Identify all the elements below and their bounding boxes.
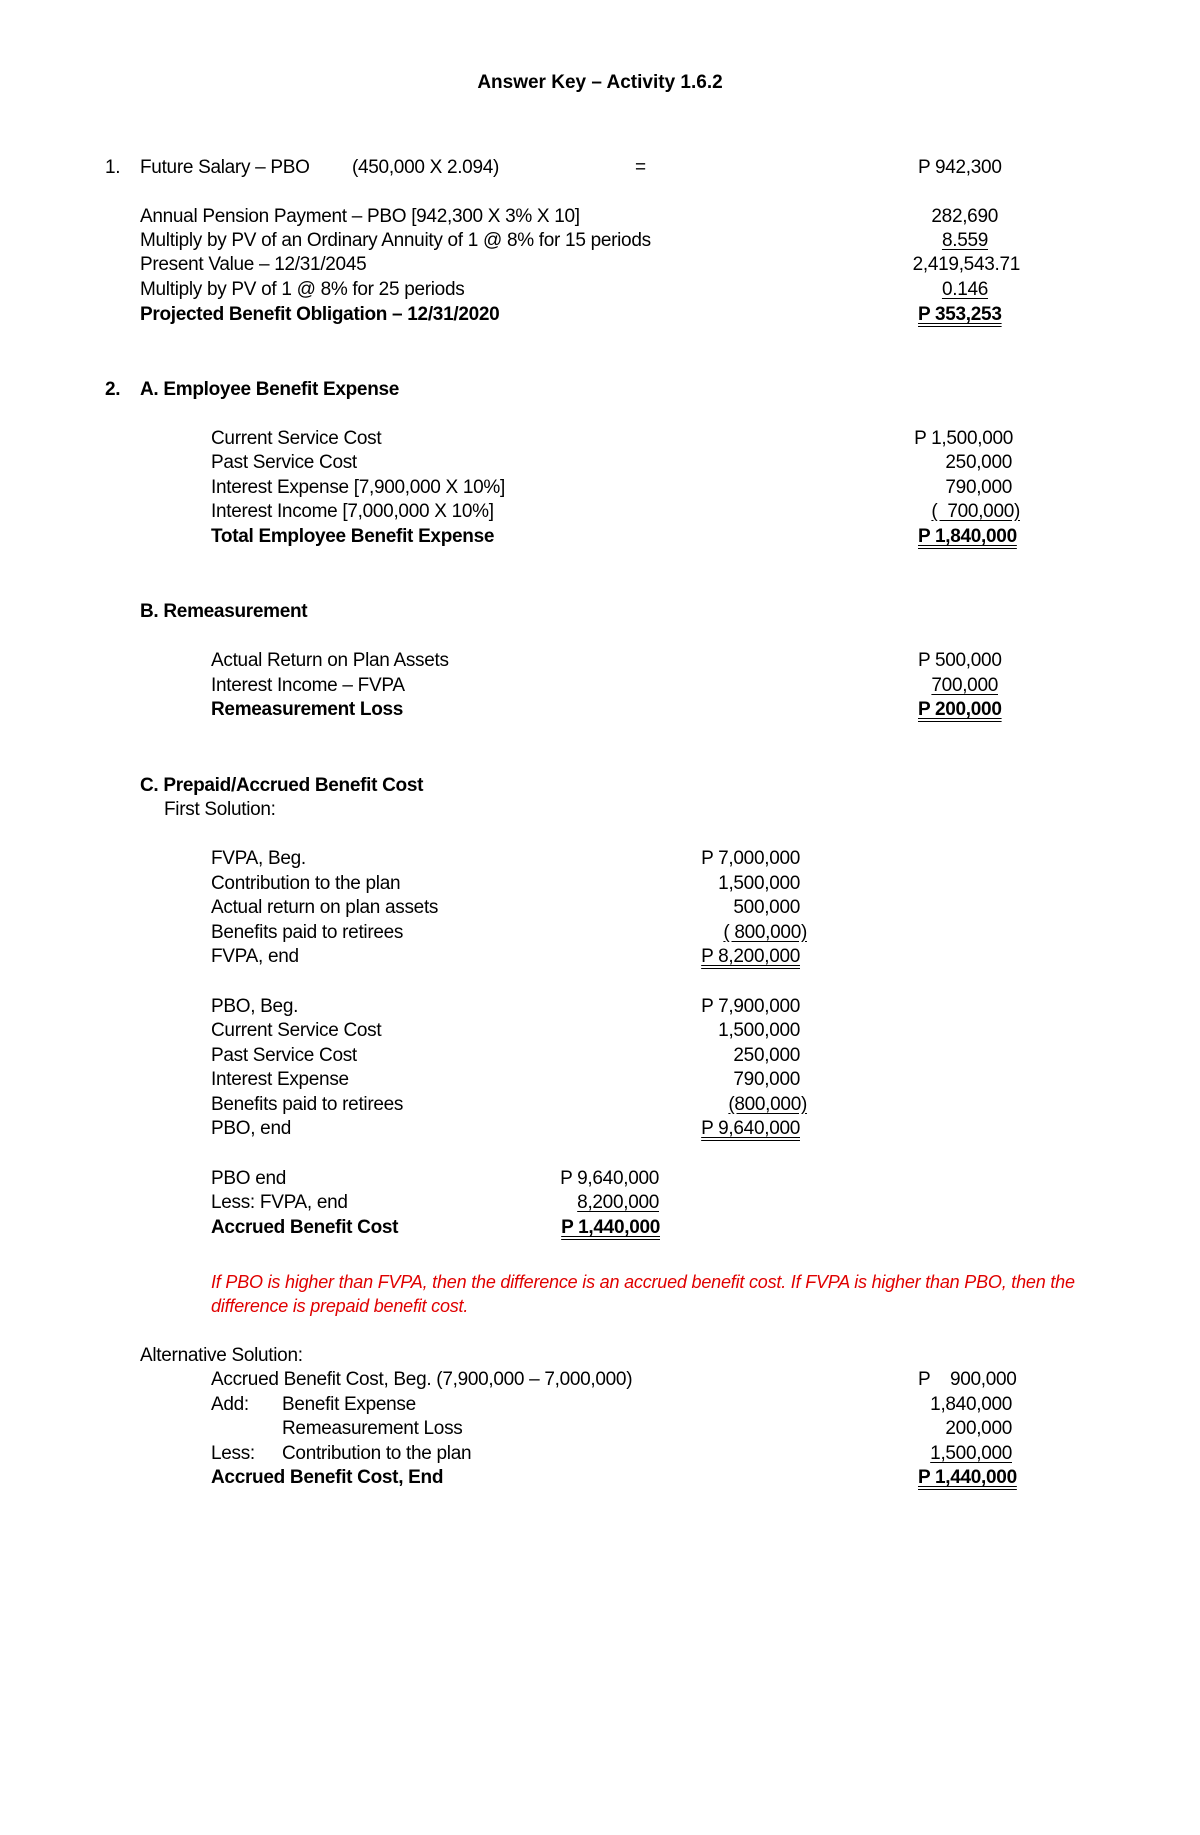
present-value-value: 2,419,543.71 — [912, 254, 1020, 275]
pbo-benefits-paid-label: Benefits paid to retirees — [211, 1094, 404, 1115]
alt-beg-value: P 900,000 — [918, 1369, 1017, 1390]
current-service-cost-value: P 1,500,000 — [914, 428, 1013, 449]
fvpa-actual-return-value: 500,000 — [733, 897, 800, 918]
alt-benefit-expense-value: 1,840,000 — [930, 1394, 1012, 1415]
pbo-label: Projected Benefit Obligation – 12/31/2020 — [140, 304, 500, 325]
pbo-beg-value: P 7,900,000 — [701, 996, 800, 1017]
pension-payment-label: Annual Pension Payment – PBO [942,300 X 3% X 10] — [140, 206, 580, 227]
remeasurement-loss-label: Remeasurement Loss — [211, 699, 404, 720]
alt-end-label: Accrued Benefit Cost, End — [211, 1467, 444, 1488]
alt-contribution-value: 1,500,000 — [930, 1443, 1012, 1464]
section-b-heading: B. Remeasurement — [140, 601, 308, 622]
alt-remeasurement-loss-label: Remeasurement Loss — [282, 1418, 463, 1439]
annuity-factor-label: Multiply by PV of an Ordinary Annuity of 1 @ 8% for 15 periods — [140, 230, 651, 251]
net-less-fvpa-value: 8,200,000 — [577, 1192, 659, 1213]
interest-income-fvpa-label: Interest Income – FVPA — [211, 675, 405, 696]
pbo-beg-label: PBO, Beg. — [211, 996, 299, 1017]
accrued-benefit-cost-label: Accrued Benefit Cost — [211, 1217, 399, 1238]
pbo-current-service-value: 1,500,000 — [718, 1020, 800, 1041]
interest-expense-label: Interest Expense [7,900,000 X 10%] — [211, 477, 506, 498]
accrued-benefit-cost-value: P 1,440,000 — [561, 1217, 660, 1238]
interest-income-value: ( 700,000) — [931, 501, 1020, 522]
pbo-interest-expense-label: Interest Expense — [211, 1069, 349, 1090]
pbo-past-service-label: Past Service Cost — [211, 1045, 357, 1066]
question-1-number: 1. — [105, 157, 121, 178]
pbo-end-label: PBO, end — [211, 1118, 291, 1139]
total-benefit-expense-label: Total Employee Benefit Expense — [211, 526, 495, 547]
pbo-current-service-label: Current Service Cost — [211, 1020, 382, 1041]
fvpa-actual-return-label: Actual return on plan assets — [211, 897, 439, 918]
fvpa-end-label: FVPA, end — [211, 946, 299, 967]
net-less-fvpa-label: Less: FVPA, end — [211, 1192, 348, 1213]
interest-expense-value: 790,000 — [945, 477, 1012, 498]
interest-income-fvpa-value: 700,000 — [931, 675, 998, 696]
alt-add-label: Add: — [211, 1394, 249, 1415]
net-pbo-end-value: P 9,640,000 — [560, 1168, 659, 1189]
past-service-cost-value: 250,000 — [945, 452, 1012, 473]
page-title: Answer Key – Activity 1.6.2 — [477, 72, 723, 93]
pbo-interest-expense-value: 790,000 — [733, 1069, 800, 1090]
pension-payment-value: 282,690 — [931, 206, 998, 227]
total-benefit-expense-value: P 1,840,000 — [918, 526, 1017, 547]
current-service-cost-label: Current Service Cost — [211, 428, 382, 449]
present-value-label: Present Value – 12/31/2045 — [140, 254, 367, 275]
actual-return-label: Actual Return on Plan Assets — [211, 650, 449, 671]
alt-remeasurement-loss-value: 200,000 — [945, 1418, 1012, 1439]
pbo-benefits-paid-value: (800,000) — [728, 1094, 807, 1115]
future-salary-label: Future Salary – PBO — [140, 157, 310, 178]
note-line-2: difference is prepaid benefit cost. — [211, 1296, 469, 1316]
fvpa-contribution-label: Contribution to the plan — [211, 873, 401, 894]
remeasurement-loss-value: P 200,000 — [918, 699, 1002, 720]
alt-less-label: Less: — [211, 1443, 255, 1464]
note-line-1: If PBO is higher than FVPA, then the difference is an accrued benefit cost. If FVPA is higher than PBO, then the — [211, 1272, 1075, 1292]
pbo-value: P 353,253 — [918, 304, 1002, 325]
first-solution-label: First Solution: — [164, 799, 276, 820]
future-salary-value: P 942,300 — [918, 157, 1002, 178]
pv-factor-label: Multiply by PV of 1 @ 8% for 25 periods — [140, 279, 465, 300]
net-pbo-end-label: PBO end — [211, 1168, 287, 1189]
pbo-past-service-value: 250,000 — [733, 1045, 800, 1066]
fvpa-benefits-paid-label: Benefits paid to retirees — [211, 922, 404, 943]
alt-end-value: P 1,440,000 — [918, 1467, 1017, 1488]
past-service-cost-label: Past Service Cost — [211, 452, 357, 473]
pv-factor-value: 0.146 — [941, 279, 988, 300]
alternative-solution-label: Alternative Solution: — [140, 1345, 303, 1366]
interest-income-label: Interest Income [7,000,000 X 10%] — [211, 501, 494, 522]
fvpa-beg-value: P 7,000,000 — [701, 848, 800, 869]
future-salary-calc: (450,000 X 2.094) — [352, 157, 500, 178]
alt-benefit-expense-label: Benefit Expense — [282, 1394, 416, 1415]
pbo-end-value: P 9,640,000 — [701, 1118, 800, 1139]
fvpa-end-value: P 8,200,000 — [701, 946, 800, 967]
question-2-number: 2. — [105, 379, 121, 400]
section-a-heading: A. Employee Benefit Expense — [140, 379, 400, 400]
section-c-heading: C. Prepaid/Accrued Benefit Cost — [140, 775, 424, 796]
fvpa-beg-label: FVPA, Beg. — [211, 848, 306, 869]
equals-sign: = — [635, 157, 646, 178]
annuity-factor-value: 8.559 — [941, 230, 988, 251]
alt-beg-label: Accrued Benefit Cost, Beg. (7,900,000 – 7,000,000) — [211, 1369, 633, 1390]
fvpa-contribution-value: 1,500,000 — [718, 873, 800, 894]
alt-contribution-label: Contribution to the plan — [282, 1443, 472, 1464]
fvpa-benefits-paid-value: ( 800,000) — [723, 922, 807, 943]
actual-return-value: P 500,000 — [918, 650, 1002, 671]
